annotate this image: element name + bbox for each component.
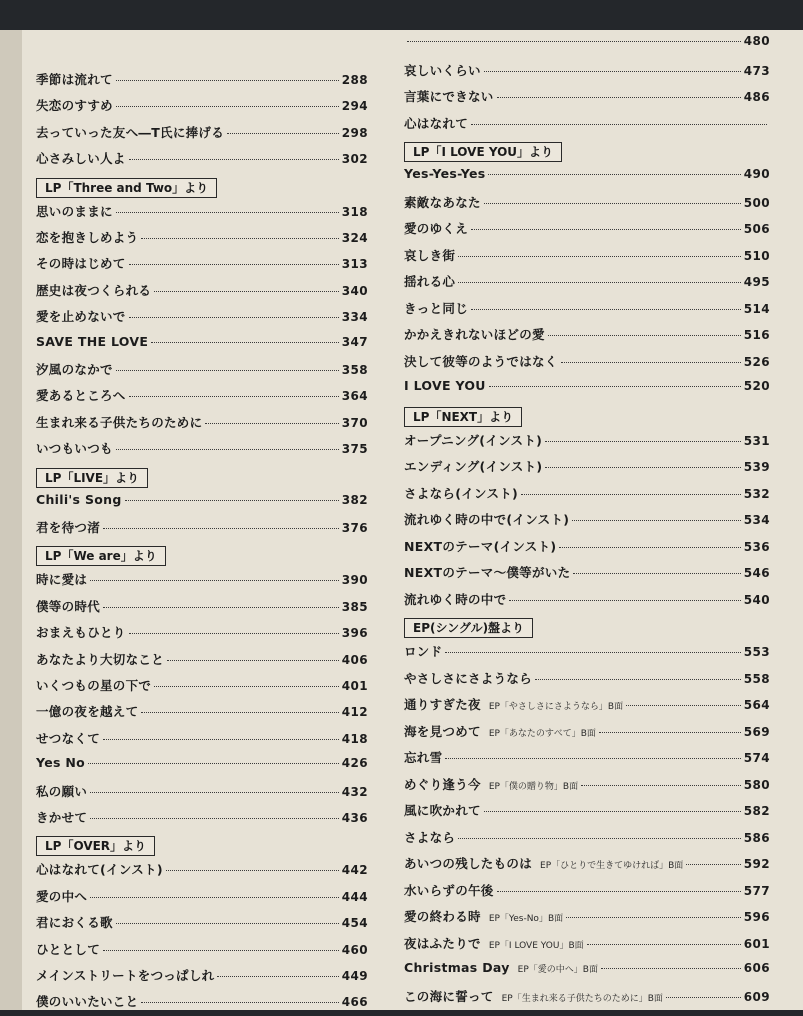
release-note: EP「I LOVE YOU」B面 (488, 940, 584, 951)
page-number: 495 (743, 275, 770, 289)
toc-entry (36, 228, 368, 252)
dot-leader (445, 651, 740, 653)
song-title: NEXTのテーマ(インスト) (404, 538, 557, 554)
toc-entry (36, 307, 368, 331)
page-number: 442 (341, 863, 368, 878)
page-number: 436 (341, 811, 368, 825)
dot-leader (103, 738, 339, 740)
toc-entry (36, 254, 368, 278)
song-title: 汐風のなかで (36, 362, 113, 377)
toc-entry (36, 650, 368, 674)
song-title: 流れゆく時の中で(インスト) (404, 512, 570, 527)
section-header: EP(シングル)盤より (404, 618, 533, 638)
page-number: 520 (743, 379, 770, 393)
toc-entry (404, 669, 770, 693)
song-title: 心さみしい人よ (36, 151, 126, 167)
toc-entry (36, 439, 368, 463)
song-title: NEXTのテーマ〜僕等がいた (404, 565, 571, 580)
page-number: 370 (341, 415, 368, 430)
song-title: 忘れ雪 (404, 750, 443, 765)
release-note: EP「生まれ来る子供たちのために」B面 (501, 993, 663, 1004)
page-number: 558 (743, 671, 770, 686)
toc-entry (404, 34, 770, 58)
page-number: 536 (743, 539, 770, 554)
dot-leader (103, 527, 339, 529)
dot-leader (509, 599, 740, 601)
dot-leader (154, 685, 339, 687)
song-title: 失恋のすすめ (36, 98, 113, 114)
toc-entry (404, 987, 770, 1011)
toc-entry (404, 166, 770, 190)
dot-leader (217, 975, 338, 977)
page-number: 375 (341, 442, 368, 457)
dot-leader (141, 1001, 338, 1003)
release-note: EP「ひとりで生きてゆければ」B面 (540, 861, 684, 871)
song-title: 風に吹かれて (404, 803, 481, 818)
page-number: 592 (743, 857, 770, 871)
section-header: LP「Three and Two」より (36, 178, 217, 198)
toc-entry (36, 702, 368, 726)
song-title: さよなら(インスト) (404, 485, 519, 501)
page-number: 454 (341, 916, 368, 931)
song-title: 私の願い (36, 783, 88, 799)
dot-leader (581, 784, 741, 786)
toc-entry (404, 775, 770, 799)
dot-leader (471, 308, 741, 310)
toc-entry (404, 352, 770, 376)
toc-entry (404, 695, 770, 719)
page-number: 490 (743, 167, 770, 181)
song-title: きかせて (36, 810, 88, 825)
toc-entry (404, 828, 770, 852)
dot-leader (497, 96, 741, 98)
dot-leader (561, 361, 741, 363)
toc-entry (404, 537, 770, 561)
page-number: 510 (743, 248, 770, 263)
page-number: 334 (341, 310, 368, 325)
page-number: 426 (341, 756, 368, 771)
toc-entry (36, 70, 368, 94)
page-number: 531 (743, 433, 770, 448)
dot-leader (154, 290, 339, 292)
dot-leader (566, 916, 741, 918)
page-number: 609 (743, 989, 770, 1004)
toc-entry (36, 360, 368, 384)
toc-entry (36, 96, 368, 120)
dot-leader (521, 493, 741, 495)
song-title: メインストリートをつっぱしれ (36, 968, 215, 983)
toc-entry (404, 325, 770, 349)
toc-entry (36, 808, 368, 832)
song-title: 流れゆく時の中で (404, 591, 507, 607)
song-title: 水いらずの午後 (404, 882, 494, 898)
page-number: 412 (341, 705, 368, 720)
toc-entry (404, 431, 770, 455)
page-number: 569 (743, 724, 770, 739)
page-number: 460 (341, 942, 368, 957)
song-title: 決して彼等のようではなく (404, 353, 558, 369)
release-note: EP「あなたのすべて」B面 (488, 728, 596, 739)
dot-leader (116, 211, 339, 213)
page-number: 516 (743, 328, 770, 342)
release-note: EP「愛の中へ」B面 (517, 965, 598, 975)
dot-leader (407, 40, 741, 42)
dot-leader (488, 173, 740, 175)
dot-leader (572, 519, 740, 521)
song-title: 通りすぎた夜 (404, 697, 481, 712)
toc-entry (36, 676, 368, 700)
song-title: 心はなれて (404, 115, 469, 131)
dot-leader (497, 890, 741, 892)
song-title: かかえきれないほどの愛 (404, 327, 545, 342)
dot-leader (548, 334, 741, 336)
dot-leader (116, 922, 339, 924)
toc-entry (404, 934, 770, 958)
song-title: 夜はふたりで (404, 935, 481, 951)
song-title: SAVE THE LOVE (36, 333, 149, 349)
toc-entry (36, 860, 368, 884)
toc-entry (36, 334, 368, 358)
song-title: 一億の夜を越えて (36, 704, 139, 720)
section-header: LP「We are」より (36, 546, 166, 566)
song-title: 去っていった友へ―T氏に捧げる (36, 124, 225, 140)
dot-leader (125, 499, 339, 501)
dot-leader (129, 158, 339, 160)
dot-leader (471, 123, 767, 125)
release-note: EP「やさしさにさようなら」B面 (488, 702, 624, 712)
section-header: LP「OVER」より (36, 836, 155, 856)
dot-leader (599, 731, 741, 733)
page-number: 532 (743, 486, 770, 501)
toc-entry (36, 887, 368, 911)
toc-entry (404, 272, 770, 296)
toc-entry (404, 87, 770, 111)
section-header: LP「LIVE」より (36, 468, 148, 488)
song-title: 素敵なあなた (404, 194, 481, 210)
song-title: 季節は流れて (36, 72, 113, 87)
dot-leader (116, 79, 339, 81)
page-number: 324 (341, 231, 368, 245)
song-title: せつなくて (36, 730, 101, 746)
song-title: 哀しき街 (404, 247, 456, 263)
toc-entry (404, 246, 770, 270)
dot-leader (573, 572, 740, 574)
page-number: 500 (743, 195, 770, 210)
dot-leader (103, 606, 339, 608)
book-page (0, 30, 803, 1010)
dot-leader (626, 704, 741, 706)
song-title: あいつの残したものは (404, 856, 533, 871)
toc-entry (36, 570, 368, 594)
dot-leader (535, 678, 741, 680)
page-number: 601 (743, 936, 770, 951)
toc-entry (404, 61, 770, 85)
song-title: エンディング(インスト) (404, 459, 543, 474)
song-title: Chili's Song (36, 491, 122, 507)
song-title: めぐり逢う今 (404, 776, 481, 792)
page-number: 577 (743, 883, 770, 898)
toc-entry (36, 123, 368, 147)
toc-entry (404, 722, 770, 746)
release-note: EP「僕の贈り物」B面 (488, 781, 579, 792)
toc-entry (404, 590, 770, 614)
page-number: 432 (341, 784, 368, 799)
toc-entry (404, 854, 770, 878)
page-number: 444 (341, 889, 368, 904)
page-number: 574 (743, 751, 770, 765)
page-number: 390 (341, 573, 368, 588)
dot-leader (445, 757, 740, 759)
toc-entry (36, 755, 368, 779)
page-number: 606 (743, 961, 770, 975)
toc-entry (404, 378, 770, 402)
page-number: 586 (743, 830, 770, 845)
toc-entry (36, 597, 368, 621)
dot-leader (545, 466, 740, 468)
toc-entry (404, 642, 770, 666)
toc-entry (36, 518, 368, 542)
dot-leader (129, 395, 339, 397)
page-number: 382 (341, 492, 368, 507)
song-title: やさしさにさようなら (404, 670, 533, 686)
toc-entry (36, 492, 368, 516)
dot-leader (90, 896, 339, 898)
page-number: 564 (743, 698, 770, 712)
dot-leader (90, 791, 339, 793)
page-number: 534 (743, 513, 770, 527)
release-note: EP「Yes-No」B面 (488, 914, 564, 924)
song-title: さよなら (404, 829, 456, 845)
song-title: 思いのままに (36, 203, 113, 219)
toc-entry (36, 623, 368, 647)
dot-leader (545, 440, 741, 442)
toc-entry (404, 801, 770, 825)
song-title: おまえもひとり (36, 625, 126, 641)
page-number: 298 (341, 125, 368, 140)
dot-leader (129, 632, 339, 634)
song-title: 愛の中へ (36, 888, 88, 904)
page-number: 546 (743, 566, 770, 580)
page-number: 540 (743, 592, 770, 607)
song-title: 言葉にできない (404, 89, 494, 104)
page-number: 385 (341, 599, 368, 614)
page-number: 302 (341, 152, 368, 167)
dot-leader (458, 837, 741, 839)
song-title: その時はじめて (36, 256, 126, 272)
song-title: 君を待つ渚 (36, 520, 101, 535)
toc-entry (404, 193, 770, 217)
toc-entry (36, 202, 368, 226)
song-title: オープニング(インスト) (404, 432, 543, 448)
page-number: 553 (743, 645, 770, 659)
page-number: 364 (341, 389, 368, 404)
song-title: きっと同じ (404, 300, 469, 316)
song-title: I LOVE YOU (404, 378, 486, 393)
song-title: 愛あるところへ (36, 388, 126, 404)
dot-leader (129, 316, 339, 318)
page-number: 288 (341, 73, 368, 87)
song-title: Christmas Day (404, 960, 510, 975)
song-title: 愛の終わる時 (404, 909, 481, 924)
page-number: 347 (341, 334, 368, 349)
dot-leader (587, 943, 741, 945)
dot-leader (90, 579, 339, 581)
song-title: Yes-Yes-Yes (404, 166, 486, 181)
page-number: 473 (743, 63, 770, 78)
dot-leader (484, 810, 741, 812)
toc-entry (404, 484, 770, 508)
song-title: ロンド (404, 644, 443, 659)
song-title: いつもいつも (36, 441, 113, 457)
song-title: 時に愛は (36, 572, 88, 588)
toc-entry (36, 386, 368, 410)
toc-entry (404, 299, 770, 323)
page-number: 406 (341, 652, 368, 667)
dot-leader (141, 711, 338, 713)
song-title: ひととして (36, 941, 101, 957)
song-title: この海に誓って (404, 988, 494, 1004)
song-title: 心はなれて(インスト) (36, 862, 163, 878)
toc-entry (404, 219, 770, 243)
page-number: 580 (743, 777, 770, 792)
song-title: 生まれ来る子供たちのために (36, 414, 203, 430)
dot-leader (601, 967, 741, 969)
song-title: いくつもの星の下で (36, 678, 152, 693)
toc-entry (36, 782, 368, 806)
dot-leader (151, 341, 339, 343)
dot-leader (559, 546, 740, 548)
song-title: 愛を止めないで (36, 309, 126, 325)
dot-leader (484, 202, 741, 204)
section-header: LP「NEXT」より (404, 407, 522, 427)
toc-entry (36, 149, 368, 173)
toc-entry (36, 992, 368, 1016)
page-number: 526 (743, 354, 770, 369)
dot-leader (227, 132, 339, 134)
page-number: 449 (341, 969, 368, 983)
dot-leader (116, 105, 339, 107)
page-number: 596 (743, 910, 770, 924)
song-title: 愛のゆくえ (404, 221, 469, 236)
page-number: 376 (341, 521, 368, 535)
toc-entry (404, 563, 770, 587)
dot-leader (103, 949, 339, 951)
dot-leader (205, 422, 338, 424)
song-title: 海を見つめて (404, 723, 481, 739)
song-title: Yes No (36, 755, 86, 771)
page-number: 340 (341, 283, 368, 298)
toc-entry (404, 510, 770, 534)
page-number: 396 (341, 626, 368, 641)
page-number: 582 (743, 804, 770, 818)
page-number: 401 (341, 679, 368, 693)
toc-entry (404, 907, 770, 931)
dot-leader (116, 369, 339, 371)
dot-leader (686, 863, 740, 865)
song-title: 揺れる心 (404, 274, 456, 289)
toc-entry (36, 413, 368, 437)
dot-leader (458, 281, 741, 283)
dot-leader (666, 996, 741, 998)
dot-leader (484, 70, 741, 72)
song-title: 君におくる歌 (36, 915, 113, 931)
song-title: 僕のいいたいこと (36, 994, 139, 1010)
dot-leader (116, 448, 339, 450)
toc-entry (404, 881, 770, 905)
dot-leader (129, 263, 339, 265)
dot-leader (471, 228, 741, 230)
toc-entry (36, 940, 368, 964)
page-number: 466 (341, 995, 368, 1010)
section-header: LP「I LOVE YOU」より (404, 142, 562, 162)
dot-leader (458, 255, 741, 257)
page-number: 313 (341, 257, 368, 272)
toc-entry (404, 114, 770, 138)
dot-leader (88, 762, 339, 764)
toc-entry (404, 748, 770, 772)
page-number: 480 (743, 34, 770, 48)
page-number: 418 (341, 731, 368, 746)
dot-leader (90, 817, 339, 819)
song-title: 恋を抱きしめよう (36, 230, 139, 245)
page-number: 294 (341, 99, 368, 114)
dot-leader (141, 237, 338, 239)
page-number: 514 (743, 301, 770, 316)
song-title: 歴史は夜つくられる (36, 282, 152, 298)
page-number: 486 (743, 90, 770, 104)
toc-entry (404, 960, 770, 984)
dot-leader (167, 659, 339, 661)
dot-leader (489, 385, 741, 387)
dot-leader (166, 869, 339, 871)
song-title: 哀しいくらい (404, 62, 481, 78)
page-number: 358 (341, 363, 368, 377)
toc-entry (404, 457, 770, 481)
page-number: 318 (341, 204, 368, 219)
toc-entry (36, 281, 368, 305)
page-number: 506 (743, 222, 770, 236)
song-title: あなたより大切なこと (36, 651, 165, 667)
song-title: 僕等の時代 (36, 598, 101, 614)
toc-entry (36, 966, 368, 990)
toc-entry (36, 913, 368, 937)
page-number: 539 (743, 460, 770, 474)
toc-entry (36, 729, 368, 753)
